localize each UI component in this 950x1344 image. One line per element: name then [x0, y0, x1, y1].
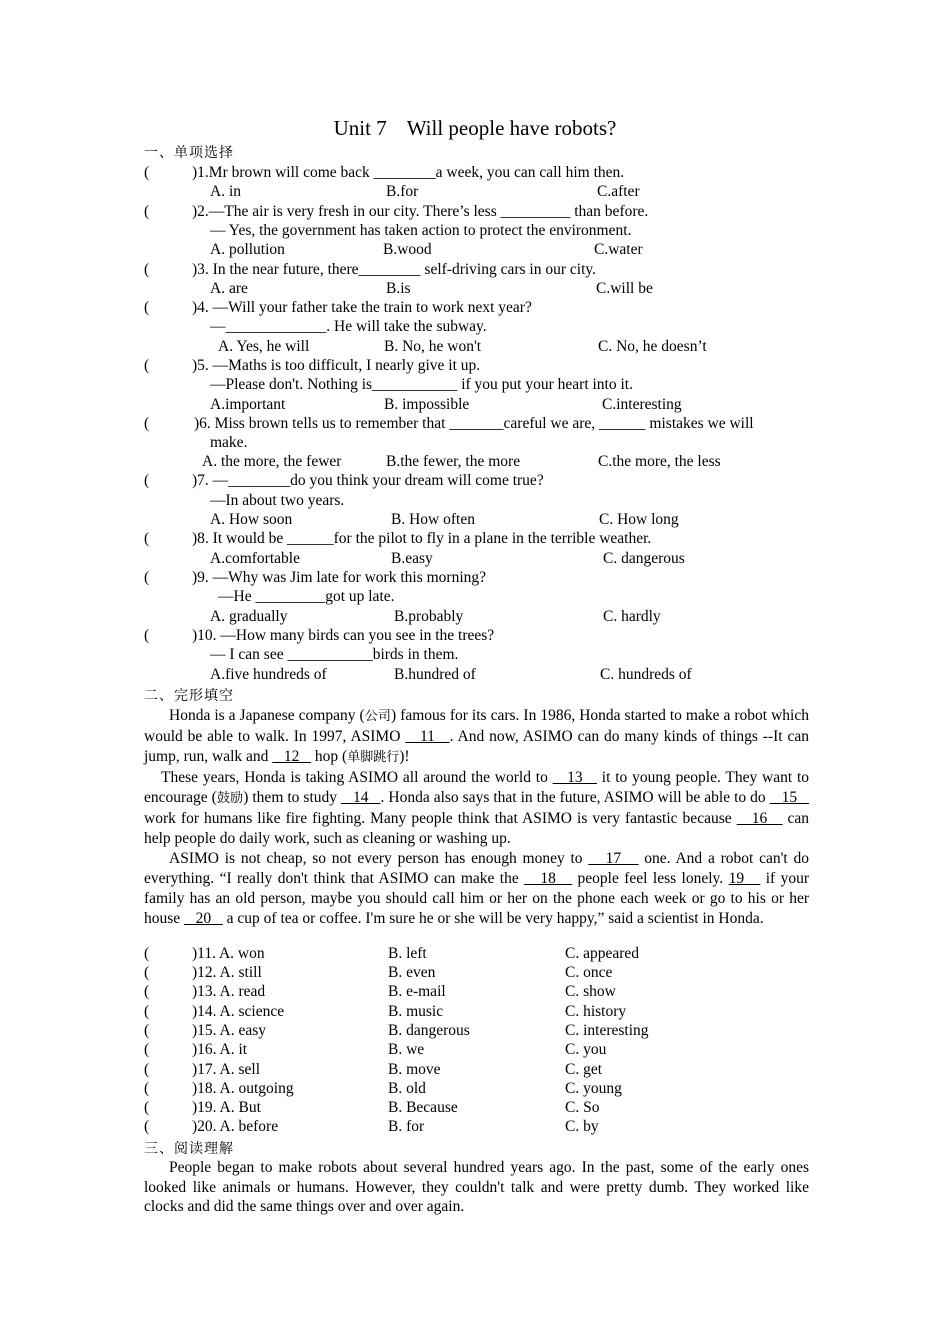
blank-20: 20: [184, 910, 223, 927]
reading-passage: [144, 1158, 809, 1217]
blank-13: 13: [552, 769, 597, 786]
blank-19: 19: [728, 870, 761, 887]
cloze-paragraph-2: These years, Honda is taking ASIMO all around the world to 13 it to young people. They want to encourage (鼓励) them to study 14 . Honda also says that in the future, ASIMO will be able to do 15 work for humans like fire fighting. Many people think that ASIMO is very fantastic because 16 can help people do daily work, such as cleaning or washing up.: [144, 769, 810, 847]
section-heading-cloze: 二、完形填空: [144, 688, 234, 704]
blank-17: 17: [588, 850, 639, 867]
page-title: Unit 7 Will people have robots?: [333, 116, 617, 140]
blank-11: 11: [405, 728, 450, 745]
worksheet-page: Unit 7 Will people have robots? 一、单项选择 ( )1.Mr brown will come back ________a week, you can call him then. A. in B.for C.after ( )2.—The air is very fresh in our city. There’s less _________ than before. — Yes, the government has taken action to protect the environment. A. pollution B.wood C.water ( )3. In the near future, there________ self-driving cars in our city. A. are B.is C.will be ( )4. —Will your father take the train to work next year? —_____________. He will take the subway. A. Yes, he will B. No, he won't C. No, he doesn’t ( )5. —Maths is too difficult, I nearly give it up. —Please don't. Nothing is___________ if you put your heart into it. A.important B. impossible C.interesting ( )6. Miss brown tells us to remember that _______careful we are, ______ mistakes we will make. A. the more, the fewer B.the fewer, the more C.the more, the less ( )7. —________do you think your dream will come true? —In about two years. A. How soon B. How often C. How long ( )8. It would be ______for the pilot to fly in a plane in the terrible weather. A.comfortable B.easy C. dangerous ( )9. —Why was Jim late for work this morning? —He _________got up late. A. gradually B.probably C. hardly ( )10. —How many birds can you see in the trees? — I can see ___________birds in them. A.five hundreds of B.hundred of C. hundreds of 二、完形填空 Honda is a Japanese company (公司) famous for its cars. In 1986, Honda started to make a robot which would be able to walk. In 1997, ASIMO 11 . And now, ASIMO can do many kinds of things --It can jump, run, walk and 12 hop (单脚跳行)! These years, Honda is taking ASIMO all around the world to 13 it to young people. They want to encourage (鼓励) them to study 14 . Honda also says that in the future, ASIMO will be able to do 15 work for humans like fire fighting. Many people think that ASIMO is very fantastic because 16 can help people do daily work, such as cleaning or washing up. ASIMO is not cheap, so not every person has enough money to 17 one. And a robot can't do everything. “I really don't think that ASIMO can make the 18 people feel less lonely. 19 if your family has an old person, maybe you should call him or her on the phone each week or go to his or her house 20 a cup of tea or coffee. I'm sure he or she will be very happy,” said a scientist in Honda. ( )11. A. won B. left C. appeared ( )12. A. still B. even C. once ( )13. A. read B. e-mail C. show ( )14. A. science B. music C. history ( )15. A. easy B. dangerous C. interesting ( )16. A. it B. we C. you ( )17. A. sell B. move C. get ( )18. A. outgoing B. old C. young ( )19. A. But B. Because C. So ( )20. A. before B. for C. by 三、阅读理解 People began to make robots about several hundred years ago. In the past, some of the early ones looked like animals or humans. However, they couldn't talk and were pretty dumb. They worked like clocks and did the same things over and over again.: [0, 0, 950, 1344]
blank-15: 15: [769, 789, 809, 806]
cloze-paragraph-1: Honda is a Japanese company (公司) famous for its cars. In 1986, Honda started to make a robot which would be able to walk. In 1997, ASIMO 11 . And now, ASIMO can do many kinds of things --It can jump, run, walk and 12 hop (单脚跳行)!: [144, 707, 809, 765]
blank-16: 16: [736, 810, 783, 827]
reading-paragraph-1: People began to make robots about several hundred years ago. In the past, some of the early ones looked like animals or humans. However, they couldn't talk and were pretty dumb. They worked like clocks and did the same things over and over again.: [144, 1159, 809, 1215]
blank-18: 18: [524, 870, 573, 887]
cloze-passage: [144, 706, 809, 929]
cloze-paragraph-3: ASIMO is not cheap, so not every person has enough money to 17 one. And a robot can't do everything. “I really don't think that ASIMO can make the 18 people feel less lonely. 19 if your family has an old person, maybe you should call him or her on the phone each week or go to his or her house 20 a cup of tea or coffee. I'm sure he or she will be very happy,” said a scientist in Honda.: [144, 850, 810, 927]
blank-14: 14: [341, 789, 381, 806]
section-heading-single-choice: 一、单项选择: [144, 145, 234, 161]
section-heading-reading: 三、阅读理解: [144, 1141, 234, 1157]
blank-12: 12: [272, 748, 312, 765]
